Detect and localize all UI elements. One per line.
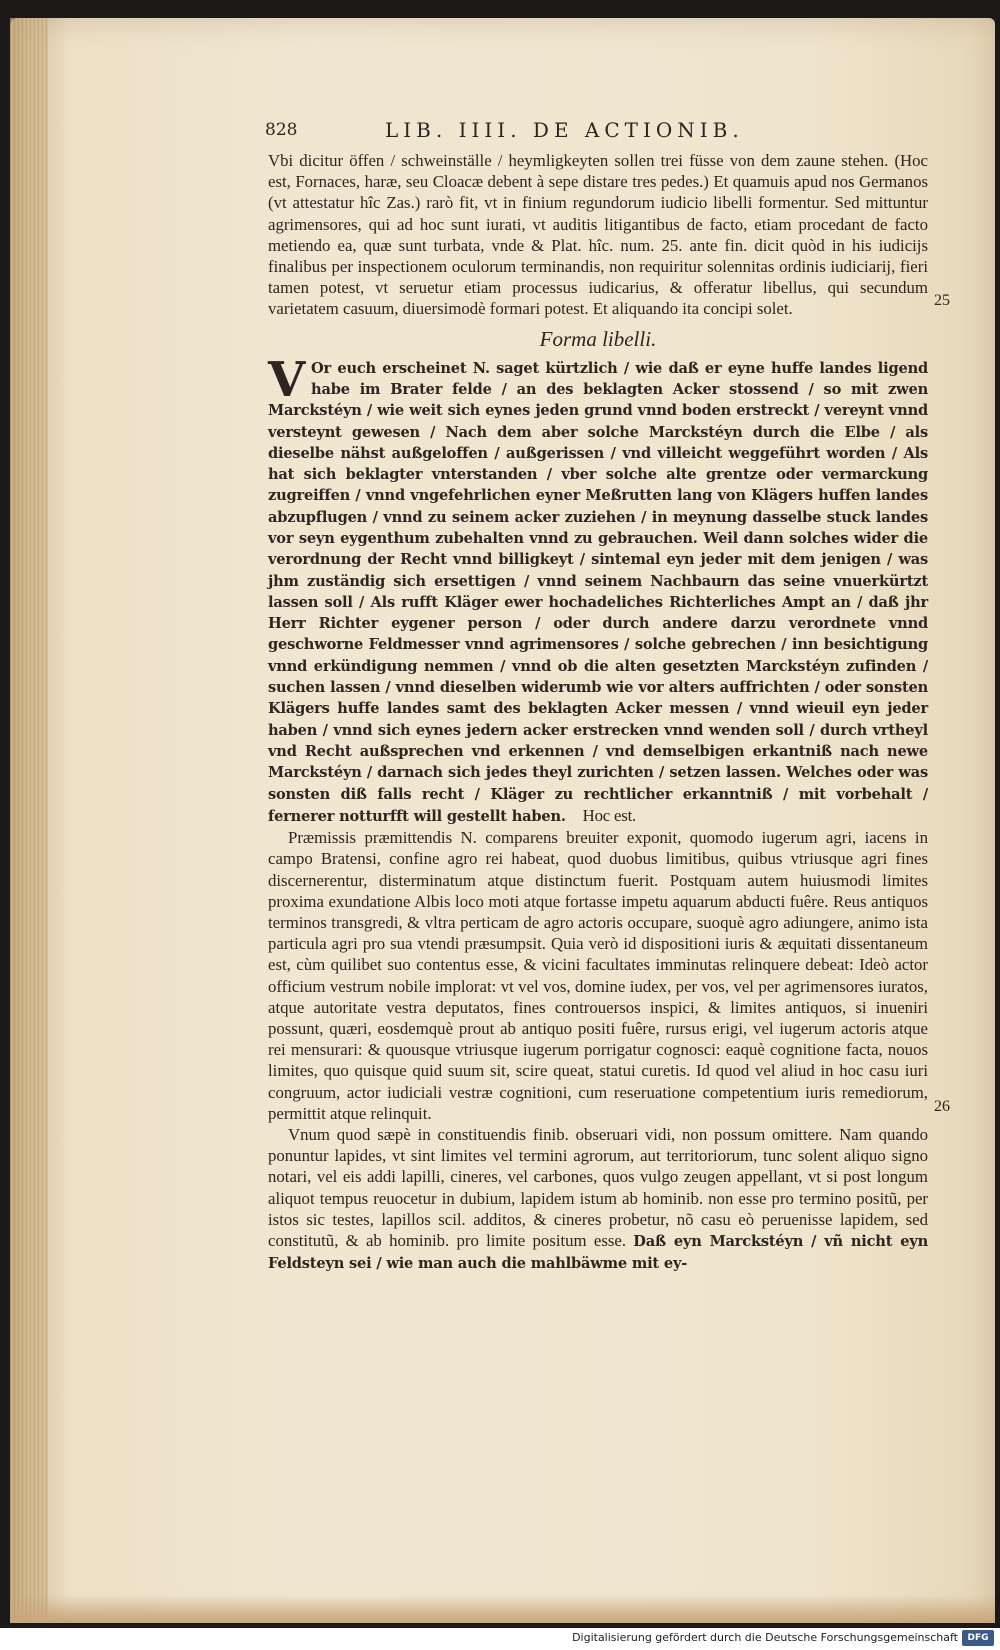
footer-credit: Digitalisierung gefördert durch die Deutsche Forschungsgemeinschaft [572,1631,958,1644]
page-number: 828 [265,120,298,140]
running-head: LIB. IIII. DE ACTIONIB. [385,118,744,142]
section-heading: Forma libelli. [539,326,657,351]
paragraph-observation [268,1124,928,1275]
margin-number-26: 26 [934,1098,950,1115]
margin-number-25: 25 [934,292,950,309]
drop-cap: V [268,351,306,408]
paragraph-intro: Vbi dicitur öffen / schweinställe / heymligkeyten sollen trei füsse von dem zaune stehen. (Hoc est, Fornaces, haræ, seu Cloacæ debent à sepe distare tres pedes.) Et quamuis apud nos Germanos (vt attestatur hîc Zas.) rarò fit, vt in finium regundorum iudicio libelli formentur. Sed mittuntur agrimensores, qui ad hoc sunt iurati, vt auditis litigantibus de facto, etiam procedant de facto metiendo ea, quæ sunt turbata, vnde & Plat. hîc. num. 25. ante fin. dicit quòd in his iudicijs finalibus per inspectionem oculorum terminandis, non requiritur solennitas ordinis iudiciarij, fieri tamen potest, vt seruetur etiam processus iudicarius, & offeratur libellus, qui secundum varietatem casuum, diuersimodè formari potest. Et aliquando ita concipi solet. [268,151,928,319]
observation-german-text: Daß eyn Marckstéyn / vñ nicht eyn Feldsteyn sei / wie man auch die mahlbäwme mit ey- [268,1233,928,1273]
paragraph-german-libel [268,351,928,828]
page-edge-left [10,18,48,1623]
page-header [265,118,915,148]
paragraph-latin-translation: Præmissis præmittendis N. comparens breuiter exponit, quomodo iugerum agri, iacens in campo Bratensi, confine agro rei habeat, quod duobus limitibus, quibus vtriusque agri fines discernerentur, disterminatum atque distinctum fuerit. Postquam autem huiusmodi limites proxima exundatione Albis loco moti atque fortasse impetu aquarum abducti fuêre. Reus antiquos terminos transgredi, & vltra perticam de agro actoris occupare, suoquè agro adiungere, animo ista particula agri pro sua vtendi præsumpsit. Quia verò id dispositioni iuris & æquitati dissentaneum est, cùm quilibet suo contentus esse, & vicini facultates imminutas relinquere debeat: Ideò actor officium vestrum nobile implorat: vt vel vos, domine iudex, per vos, vel per agrimensores iuratos, atque autoritate vestra deputatos, fines controuersos inspici, & limites antiquos, si inueniri possunt, quæri, eosdemquè prout ab antiquo positi fuêre, rursus erigi, vel iugerum actoris atque rei mensurari: & quousque vtriusque iugerum porrigatur cognosci: eaquè cognitione facta, nouos limites, quo quisque quid suum sit, scire queat, statui curetis. Id quod vel aliud in hoc casu iuri congruum, actor iudiciali vestræ cognitioni, cum reseruatione competentium iuris remediorum, permittit atque relinquit. [268,828,928,1123]
page-edge-bottom [10,1595,995,1623]
hoc-est: Hoc est. [582,805,637,825]
observation-text: Vnum quod sæpè in constituendis finib. obseruari vidi, non possum omittere. Nam quando ponuntur lapides, vt sint limites vel termini agrorum, aut territoriorum, tunc solent aliquo signo notari, vel eis addi lapilli, cineres, vel carbones, quos vulgo zeugen appellant, vt si post longum aliquot tempus reuocetur in dubium, lapidem istum ab hominib. non esse pro termino positũ, per istos sic testes, lapillos scil. additos, & cineres probetur, nõ casu eò peruenisse lapidem, sed constitutũ, & ab hominib. pro limite positum esse. [268,1125,928,1251]
german-text: Or euch erscheinet N. saget kürtzlich / wie daß er eyne huffe landes ligend habe im Brater felde / an des beklagten Acker stossend / so mit zwen Marckstéyn / wie weit sich eynes jeden grund vnnd boden erstreckt / vereynt vnnd versteynt gewesen / Nach dem aber solche Marckstéyn durch die Elbe / als dieselbe nähst außgeloffen / außgerissen / vnd villeicht weggeführt worden / Als hat sich beklagter vnterstanden / vber solche alte grentze oder vermarckung zugreiffen / vnnd vngefehrlichen eyner Meßrutten lang von Klägers huffen landes abzupflugen / vnnd zu seinem acker zuziehen / in meynung dasselbe stuck landes vor seyn eygenthum zubehalten vnnd zu gebrauchen. Weil dann solches wider die verordnung der Recht vnnd billigkeyt / sintemal eyn jeder mit dem jenigen / was jhm zuständig sich ersettigen / vnnd seinem Nachbaurn das seine vnuerkürtzt lassen soll / Als rufft Kläger ewer hochadeliches Richterliches Ampt an / daß jhr Herr Richter eygener person / oder durch andere darzu verordnete vnnd geschworne Feldmesser vnnd agrimensores / solche gebrechen / inn besichtigung vnnd erkündigung nemmen / vnnd ob die alten gesetzten Marckstéyn zufinden / suchen lassen / vnnd dieselben widerumb wie vor alters auffrichten / oder sonsten Klägers huffe landes samt des beklagten Acker messen / vnnd wieuil eyn jeder haben / vnnd sich eynes jedern acker erstrecken vnnd wenden soll / durch vrtheyl vnd Recht außsprechen vnd erkennen / vnd demselbigen erkantniß nach newe Marckstéyn / darnach sich jedes theyl zurichten / setzen lassen. Welches oder was sonsten diß falls recht / Kläger zu rechtlicher erkanntniß / mit vorbehalt / fernerer notturfft will gestellt haben. [268,359,928,825]
main-text [268,150,928,1275]
dfg-logo: DFG [962,1630,994,1646]
footer-bar [0,1628,1000,1650]
